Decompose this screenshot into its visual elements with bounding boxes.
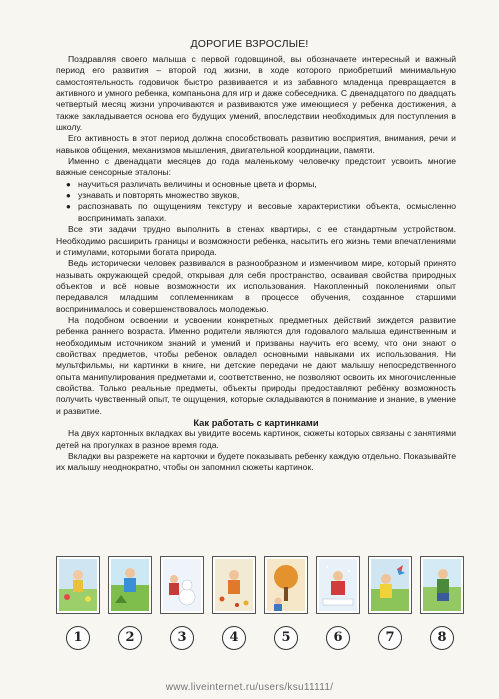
page-title: ДОРОГИЕ ВЗРОСЛЫЕ! — [190, 38, 309, 50]
watermark-url: www.liveinternet.ru/users/ksu11111/ — [165, 682, 334, 693]
card-number: 4 — [222, 626, 246, 650]
picture-card — [212, 556, 256, 614]
list-item: ● научиться различать величины и основные цвета и формы, — [66, 179, 456, 190]
section-heading: Как работать с картинками — [193, 417, 319, 428]
pinwheel-icon — [371, 559, 409, 611]
paragraph: На двух картонных вкладках вы увидите восемь картинок, сюжеты которых связаны с занятиями детей на прогулках в разное время года. — [56, 428, 456, 450]
paragraph: На подобном освоении и усвоении конкретных предметных действий зиждется развитие ребенка раннего возраста. Именно родители являются для годовалого малыша единственным и необходимым источником знаний и умений и призваны научить его всему, что они знают о свойствах предметов, чтобы ребенок овладел основными навыками их использования. Ни мультфильмы, ни картинки в книге, ни детские передачи не дают малышу непосредственного опыта манипулирования предметами и, соответственно, не позволяют освоить их многочисленные свойства. Только реальные предметы, объекты природы предоставляют ребёнку возможность получить чувственный опыт, те ощущения, которые складываются в понимание и знание, в умение и развитие. — [56, 314, 456, 416]
paragraph: Именно с двенадцати месяцев до года маленькому человечку предстоит усвоить многие важные сенсорные эталоны: — [56, 156, 456, 178]
card-number: 3 — [170, 626, 194, 650]
picture-cards — [56, 556, 468, 654]
body-text — [56, 54, 456, 474]
picture-card — [316, 556, 360, 614]
autumn-leaves-icon — [215, 559, 253, 611]
winter-snowman-icon — [163, 559, 201, 611]
picture-card — [420, 556, 464, 614]
winter-snow-icon — [319, 559, 357, 611]
card-number: 8 — [430, 626, 454, 650]
summer-meadow-icon — [111, 559, 149, 611]
picture-card — [56, 556, 100, 614]
spring-flowers-icon — [59, 559, 97, 611]
picture-card — [160, 556, 204, 614]
paragraph: Его активность в этот период должна способствовать развитию восприятия, внимания, речи и навыков общения, механизмов мышления, двигательной координации, памяти. — [56, 133, 456, 155]
list-item: ● узнавать и повторять множество звуков, — [66, 190, 456, 201]
picture-card — [108, 556, 152, 614]
paragraph: Ведь исторически человек развивался в разнообразном и изменчивом мире, который принято называть окружающей средой, открывая для себя пространство, осваивая свойства природных объектов и всё новые возможности их использования. Накопленный поколениями опыт передавался младшим соплеменникам в процессе обучения, созданное старшими воспринималось и совершенствовалось молодежью. — [56, 258, 456, 314]
picture-card — [368, 556, 412, 614]
card-number: 1 — [66, 626, 90, 650]
card-number: 5 — [274, 626, 298, 650]
summer-walk-icon — [423, 559, 461, 611]
card-number: 2 — [118, 626, 142, 650]
picture-card — [264, 556, 308, 614]
card-number: 6 — [326, 626, 350, 650]
paragraph: Вкладки вы разрежете на карточки и будете показывать ребенку каждую отдельно. Показывайте их малышу неоднократно, чтобы он запомнил сюжеты картинок. — [56, 451, 456, 473]
card-number: 7 — [378, 626, 402, 650]
paragraph: Все эти задачи трудно выполнить в стенах квартиры, с ее стандартным устройством. Необходимо расширить границы и возможности ребенка, насытить его жизнь теми впечатлениями и стимулами, которыми богата природа. — [56, 224, 456, 257]
sensory-list — [56, 179, 456, 224]
list-item: ● распознавать по ощущениям текстуру и весовые характеристики объекта, осмысленно воспринимать запахи. — [66, 201, 456, 224]
autumn-tree-icon — [267, 559, 305, 611]
paragraph: Поздравляя своего малыша с первой годовщиной, вы обозначаете интересный и важный период его развития – второй год жизни, в ходе которого приобретший минимальную самостоятельность годовичок быстро развивается и из забавного младенца превращается в активного и умного ребенка, компаньона для игр и даже собеседника. С двенадцатого по двадцать четвертый месяц жизни упрочиваются и развиваются уже имеющиеся у ребенка достижения, а также закладывается основа его будущих умений, впоследствии необходимых для поступления в школу. — [56, 54, 456, 133]
